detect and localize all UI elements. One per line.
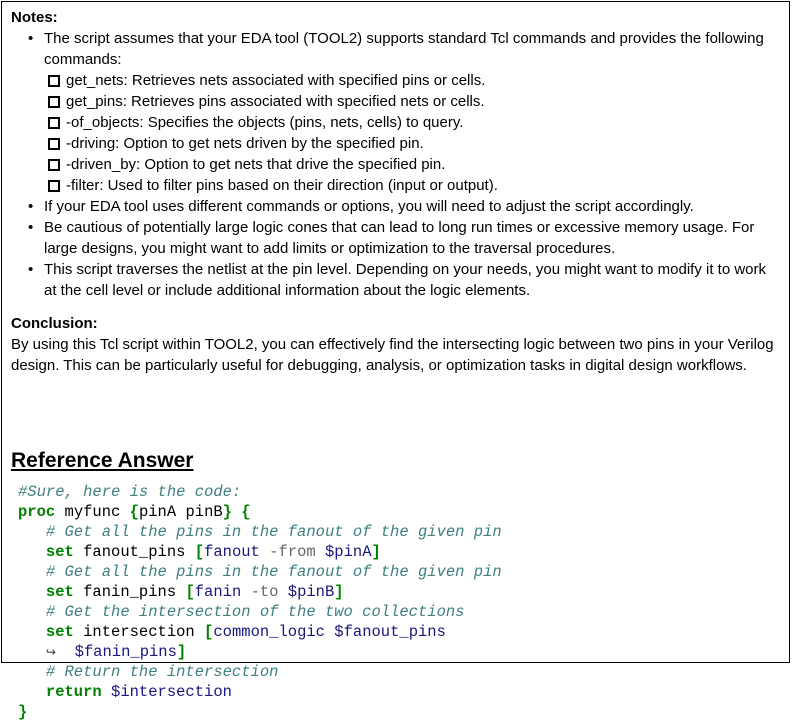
notes-bullet-text: This script traverses the netlist at the pin level. Depending on your needs, you might want to modify it to work at the cell level or include additional information about the logic elements.: [44, 261, 767, 299]
code-argument: $intersection: [101, 683, 232, 701]
command-item: [0, 70, 779, 91]
code-command: common_logic: [213, 623, 325, 641]
command-text: get_nets: Retrieves nets associated with specified pins or cells.: [66, 72, 486, 89]
code-proc-args: pinA pinB: [138, 503, 223, 521]
code-keyword: proc: [18, 503, 56, 521]
code-variable: intersection: [73, 623, 205, 641]
code-variable: fanout_pins: [73, 543, 195, 561]
checkbox-icon: [48, 180, 60, 192]
code-brace: }: [222, 503, 232, 521]
code-bracket: ]: [334, 583, 344, 601]
code-argument: $pinB: [287, 583, 335, 601]
checkbox-icon: [48, 96, 60, 108]
notes-bullet-text: The script assumes that your EDA tool (TOOL2) supports standard Tcl commands and provides the following commands:: [44, 30, 764, 68]
command-item: [0, 112, 779, 133]
command-list: [0, 70, 779, 196]
code-comment: #Sure, here is the code:: [18, 483, 242, 501]
code-keyword: return: [45, 683, 102, 701]
code-bracket: [: [194, 543, 205, 561]
notes-bullet-1: [0, 28, 779, 196]
code-bracket: [: [185, 583, 195, 601]
code-keyword: set: [45, 623, 74, 641]
command-item: [0, 154, 779, 175]
notes-bullet-4: [0, 259, 779, 301]
code-bracket: ]: [176, 643, 187, 661]
conclusion-text: By using this Tcl script within TOOL2, you can effectively find the intersecting logic between two pins in your Verilog design. This can be particularly useful for debugging, analysis, or optimization tasks in digital design workflows.: [11, 336, 774, 374]
checkbox-icon: [48, 159, 60, 171]
checkbox-icon: [48, 117, 60, 129]
checkbox-icon: [48, 138, 60, 150]
command-item: [0, 133, 779, 154]
code-option: -from: [259, 543, 325, 561]
notes-bullet-text: If your EDA tool uses different commands or options, you will need to adjust the script accordingly.: [44, 198, 694, 215]
code-comment: # Get the intersection of the two collections: [45, 603, 465, 621]
code-block: [18, 482, 502, 722]
command-item: [0, 175, 779, 196]
code-comment: # Get all the pins in the fanout of the given pin: [45, 523, 502, 541]
notes-bullet-2: [0, 196, 779, 217]
code-comment: # Return the intersection: [45, 663, 279, 681]
notes-list: [0, 28, 779, 301]
code-variable: fanin_pins: [73, 583, 186, 601]
command-text: -filter: Used to filter pins based on their direction (input or output).: [66, 177, 498, 194]
command-text: get_pins: Retrieves pins associated with specified nets or cells.: [66, 93, 485, 110]
code-command: fanin: [194, 583, 242, 601]
code-command: fanout: [204, 543, 260, 561]
command-text: -driven_by: Option to get nets that drive the specified pin.: [66, 156, 446, 173]
code-brace: }: [18, 703, 28, 721]
code-argument: $fanin_pins: [74, 643, 177, 661]
code-brace: {: [129, 503, 139, 521]
code-argument: $fanout_pins: [324, 623, 446, 641]
checkbox-icon: [48, 75, 60, 87]
notes-heading: Notes:: [11, 9, 58, 26]
code-keyword: set: [45, 543, 74, 561]
code-bracket: [: [204, 623, 214, 641]
code-bracket: ]: [371, 543, 381, 561]
code-comment: # Get all the pins in the fanout of the given pin: [45, 563, 502, 581]
notes-bullet-text: Be cautious of potentially large logic cones that can lead to long run times or excessive memory usage. For large designs, you might want to add limits or optimization to the traversal procedures.: [44, 219, 755, 257]
code-proc-name: myfunc: [55, 503, 130, 521]
line-wrap-arrow-icon: ↪: [45, 646, 56, 660]
command-text: -of_objects: Specifies the objects (pins, nets, cells) to query.: [66, 114, 464, 131]
conclusion-heading: Conclusion:: [11, 315, 98, 332]
code-argument: $pinA: [324, 543, 372, 561]
code-option: -to: [241, 583, 288, 601]
code-keyword: set: [45, 583, 74, 601]
command-text: -driving: Option to get nets driven by the specified pin.: [66, 135, 424, 152]
notes-bullet-3: [0, 217, 779, 259]
reference-answer-title: Reference Answer: [11, 449, 194, 472]
command-item: [0, 91, 779, 112]
code-brace: {: [231, 503, 251, 521]
